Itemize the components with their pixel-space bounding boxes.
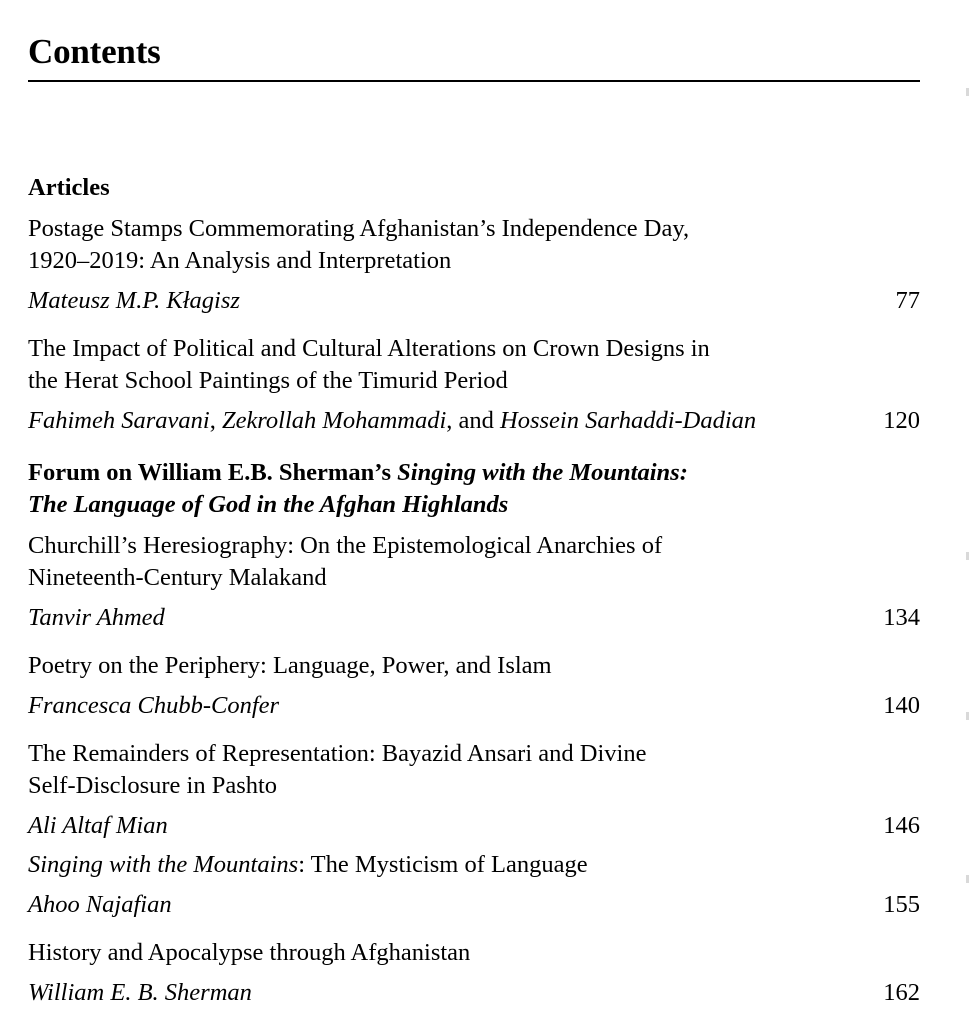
entry-title-line: 1920–2019: An Analysis and Interpretation [28,247,452,274]
forum-heading-prefix: Forum on William E.B. Sherman’s [28,459,398,486]
entry-author: William E. B. Sherman [28,979,252,1006]
edge-mark [966,712,969,720]
entry-page-number: 140 [883,692,920,719]
entry-title-line [28,849,588,881]
entry-title-line: Poetry on the Periphery: Language, Power, and Islam [28,652,552,679]
entry-author: Ali Altaf Mian [28,812,168,839]
entry-title-line: Churchill’s Heresiography: On the Epistemological Anarchies of [28,532,663,559]
entry-page-number: 162 [883,979,920,1006]
entry-page-number: 155 [883,891,920,918]
entry-title-rest: : The Mysticism of Language [298,851,588,878]
entry-title-line: History and Apocalypse through Afghanistan [28,939,471,966]
entry-author: Hossein Sarhaddi-Dadian [500,407,757,434]
entry-page-number: 120 [883,407,920,434]
entry-page-number: 134 [883,604,920,631]
page-title: Contents [28,32,161,71]
entry-page-number: 146 [883,812,920,839]
section-heading-forum [28,457,688,489]
entry-title-line: The Remainders of Representation: Bayazid Ansari and Divine [28,740,647,767]
entry-author: Fahimeh Saravani [28,407,210,434]
author-separator: , and [446,407,501,434]
edge-mark [966,88,969,96]
entry-authors [28,405,756,437]
entry-title-italic: Singing with the Mountains [28,851,299,878]
edge-mark [966,552,969,560]
entry-author: Ahoo Najafian [28,891,172,918]
entry-author: Mateusz M.P. Kłagisz [28,287,240,314]
entry-author: Francesca Chubb-Confer [28,692,280,719]
section-heading-articles: Articles [28,174,110,201]
entry-title-line: Postage Stamps Commemorating Afghanistan’s Independence Day, [28,215,690,242]
title-rule [28,80,920,82]
entry-title-line: The Impact of Political and Cultural Alterations on Crown Designs in [28,335,710,362]
forum-heading-book-title: Singing with the Mountains: [397,459,688,486]
page-edge-marks [966,0,972,1030]
entry-title-line: Nineteenth-Century Malakand [28,564,327,591]
entry-author: Tanvir Ahmed [28,604,165,631]
entry-author: Zekrollah Mohammadi [221,407,447,434]
edge-mark [966,875,969,883]
entry-title-line: the Herat School Paintings of the Timurid Period [28,367,508,394]
entry-page-number: 77 [895,287,920,314]
author-separator: , [209,407,222,434]
forum-heading-book-subtitle: The Language of God in the Afghan Highlands [28,491,509,518]
entry-title-line: Self-Disclosure in Pashto [28,772,278,799]
